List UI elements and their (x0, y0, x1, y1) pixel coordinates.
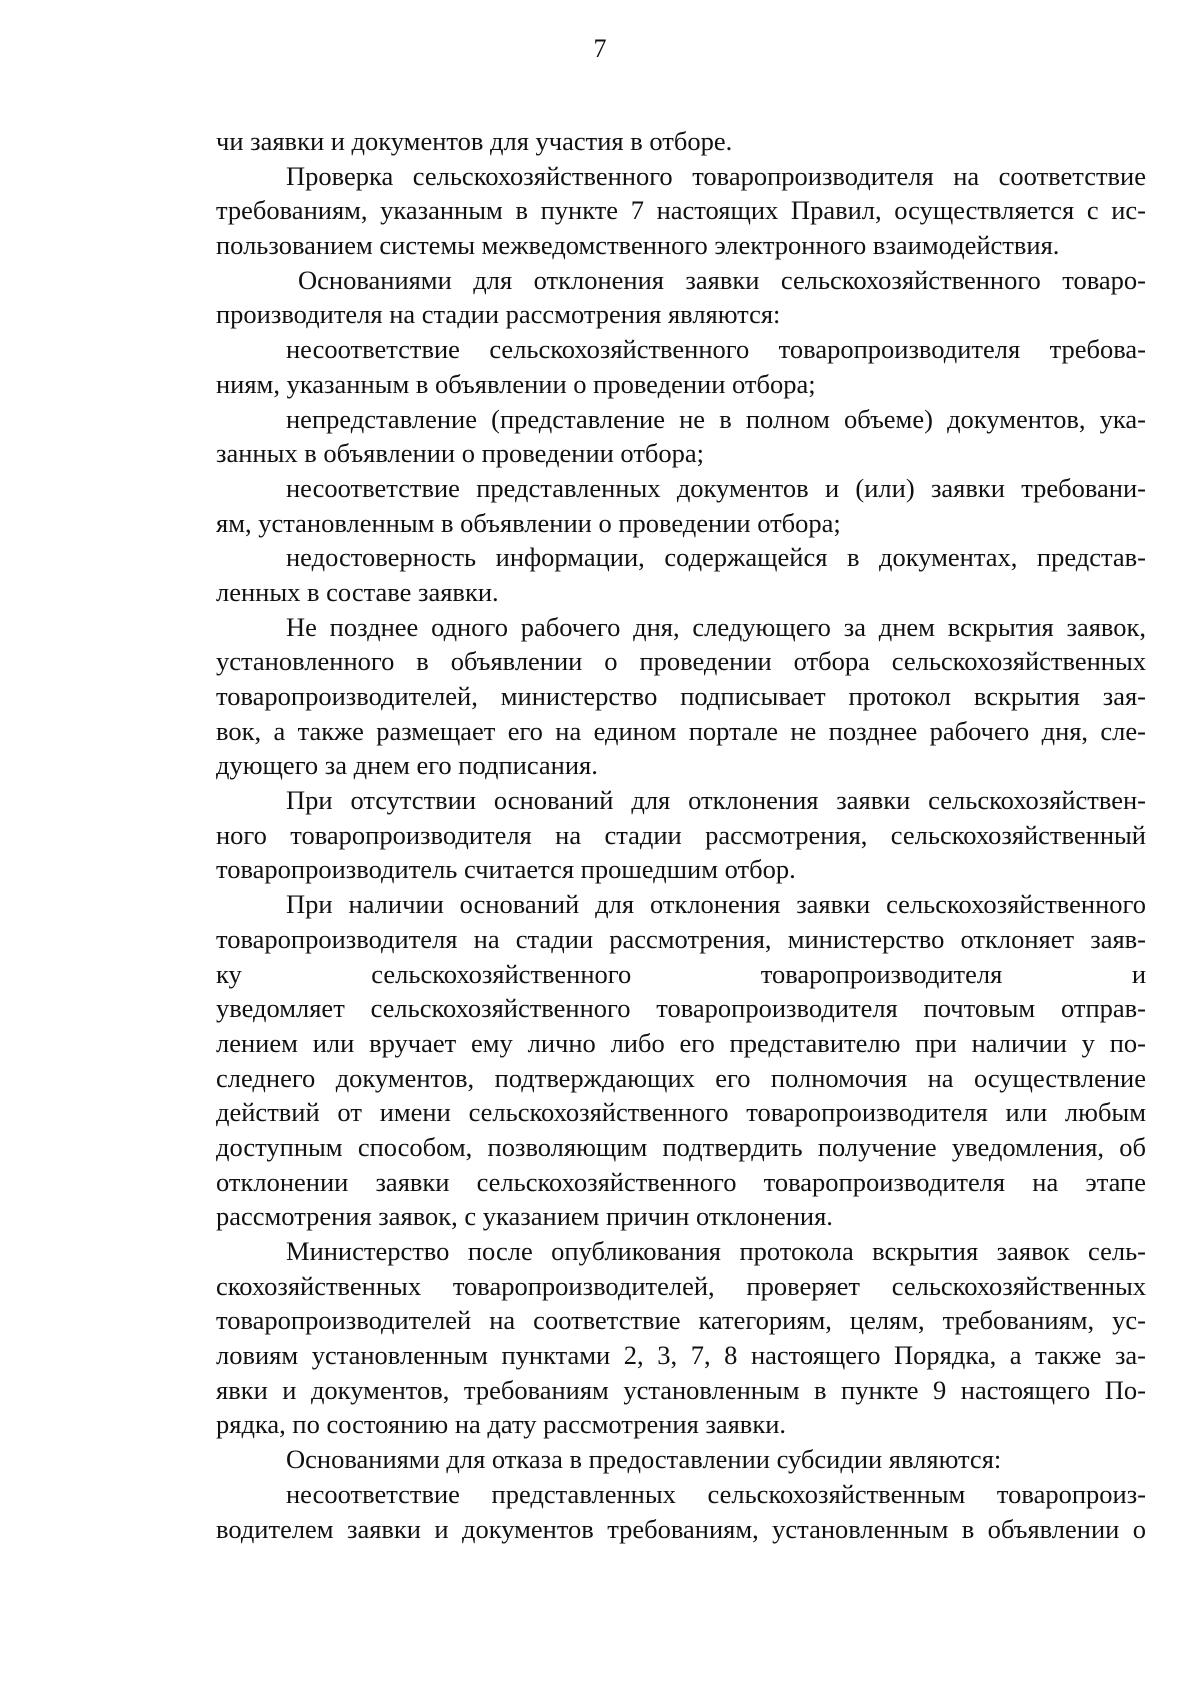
text-line: ку сельскохозяйственного товаропроизводителя и (216, 958, 1146, 989)
text-line: пользованием системы межведомственного электронного взаимодействия. (216, 230, 1060, 261)
text-line: При отсутствии оснований для отклонения заявки сельскохозяйствен- (286, 785, 1146, 816)
text-line: доступным способом, позволяющим подтвердить получение уведомления, об (216, 1131, 1146, 1162)
text-line: товаропроизводителей на соответствие категориям, целям, требованиям, ус- (216, 1305, 1146, 1336)
text-line: Основаниями для отказа в предоставлении субсидии являются: (286, 1444, 1002, 1475)
text-line: товаропроизводитель считается прошедшим отбор. (216, 854, 796, 885)
text-line: товаропроизводителей, министерство подписывает протокол вскрытия зая- (216, 681, 1146, 711)
text-line: чи заявки и документов для участия в отборе. (216, 126, 733, 156)
text-line: ловиям установленным пунктами 2, 3, 7, 8 настоящего Порядка, а также за- (216, 1340, 1146, 1371)
text-line: Не позднее одного рабочего дня, следующего за днем вскрытия заявок, (286, 611, 1146, 642)
text-line: При наличии оснований для отклонения заявки сельскохозяйственного (286, 889, 1146, 920)
page-number: 7 (593, 34, 607, 63)
text-line: ного товаропроизводителя на стадии рассмотрения, сельскохозяйственный (216, 819, 1146, 850)
text-line: Основаниями для отклонения заявки сельскохозяйственного товаро- (298, 264, 1146, 295)
text-line: занных в объявлении о проведении отбора; (216, 438, 705, 469)
text-line: товаропроизводителя на стадии рассмотрения, министерство отклоняет заяв- (216, 923, 1146, 954)
text-line: вок, а также размещает его на едином портале не позднее рабочего дня, сле- (216, 715, 1146, 746)
text-line: требованиям, указанным в пункте 7 настоящих Правил, осуществляется с ис- (216, 195, 1146, 226)
text-line: водителем заявки и документов требованиям, установленным в объявлении о (216, 1513, 1146, 1544)
text-line: непредставление (представление не в полном объеме) документов, ука- (286, 403, 1146, 434)
text-line: Проверка сельскохозяйственного товаропроизводителя на соответствие (286, 160, 1146, 191)
text-line: недостоверность информации, содержащейся в документах, представ- (286, 542, 1146, 573)
text-line: лением или вручает ему лично либо его представителю при наличии у по- (216, 1027, 1146, 1058)
text-line: ленных в составе заявки. (216, 576, 499, 607)
text-line: отклонении заявки сельскохозяйственного товаропроизводителя на этапе (216, 1166, 1146, 1197)
text-line: явки и документов, требованиям установленным в пункте 9 настоящего По- (216, 1374, 1146, 1405)
text-line: следнего документов, подтверждающих его полномочия на осуществление (216, 1062, 1146, 1093)
text-line: уведомляет сельскохозяйственного товаропроизводителя почтовым отправ- (216, 993, 1146, 1024)
text-line: ям, установленным в объявлении о проведении отбора; (216, 507, 841, 538)
text-line: дующего за днем его подписания. (216, 750, 598, 781)
text-line: несоответствие представленных документов и (или) заявки требовани- (286, 472, 1146, 503)
text-line: скохозяйственных товаропроизводителей, проверяет сельскохозяйственных (216, 1270, 1146, 1301)
text-line: действий от имени сельскохозяйственного товаропроизводителя или любым (216, 1097, 1146, 1128)
text-line: рассмотрения заявок, с указанием причин отклонения. (216, 1201, 833, 1232)
text-line: ниям, указанным в объявлении о проведении отбора; (216, 368, 816, 399)
text-line: установленного в объявлении о проведении отбора сельскохозяйственных (216, 646, 1146, 677)
text-line: несоответствие сельскохозяйственного товаропроизводителя требова- (286, 334, 1146, 365)
document-body (216, 124, 1146, 1546)
text-line: рядка, по состоянию на дату рассмотрения заявки. (216, 1409, 786, 1440)
text-line: несоответствие представленных сельскохозяйственным товаропроиз- (286, 1478, 1146, 1509)
text-line: производителя на стадии рассмотрения являются: (216, 299, 781, 330)
text-line: Министерство после опубликования протокола вскрытия заявок сель- (286, 1236, 1146, 1266)
